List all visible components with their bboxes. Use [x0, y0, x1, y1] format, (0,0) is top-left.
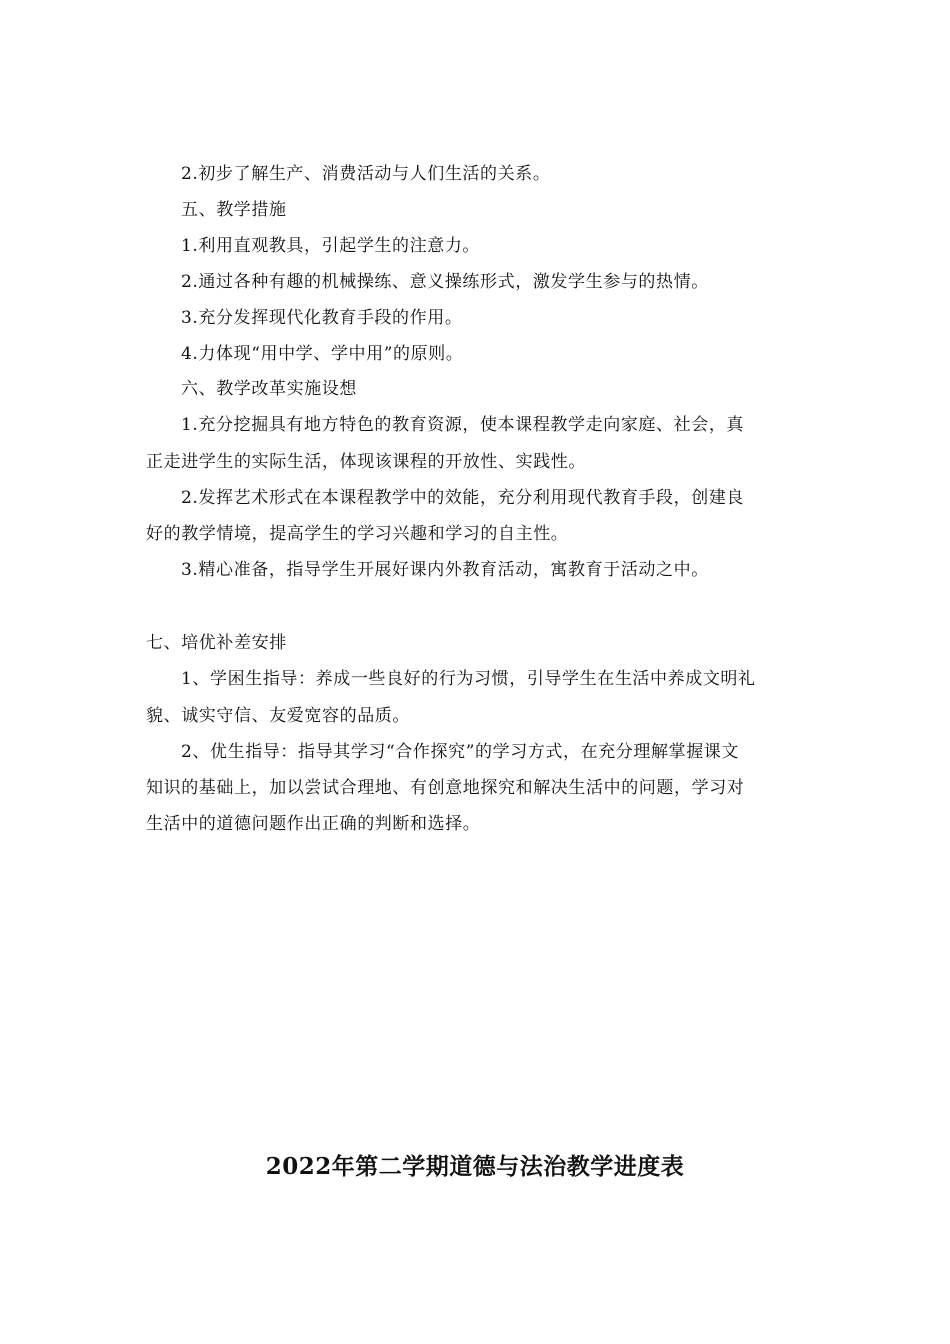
paragraph-line: 貌、诚实守信、友爱宽容的品质。 — [146, 706, 410, 726]
paragraph-line: 正走进学生的实际生活，体现该课程的开放性、实践性。 — [146, 452, 586, 472]
section-heading: 六、教学改革实施设想 — [181, 379, 357, 399]
section-heading: 五、教学措施 — [181, 200, 287, 220]
paragraph-line: 2.发挥艺术形式在本课程教学中的效能，充分利用现代教育手段，创建良 — [181, 488, 745, 508]
paragraph-line: 3.充分发挥现代化教育手段的作用。 — [181, 308, 463, 328]
paragraph-line: 1.利用直观教具，引起学生的注意力。 — [181, 236, 481, 256]
paragraph-line: 2.通过各种有趣的机械操练、意义操练形式，激发学生参与的热情。 — [181, 272, 709, 292]
section-heading: 七、培优补差安排 — [146, 633, 287, 653]
schedule-title: 2022年第二学期道德与法治教学进度表 — [265, 1153, 685, 1180]
paragraph-line: 2、优生指导：指导其学习“合作探究”的学习方式，在充分理解掌握课文 — [181, 742, 739, 762]
paragraph-line: 好的教学情境，提高学生的学习兴趣和学习的自主性。 — [146, 524, 569, 544]
paragraph-line: 生活中的道德问题作出正确的判断和选择。 — [146, 814, 481, 834]
paragraph-line: 1、学困生指导：养成一些良好的行为习惯，引导学生在生活中养成文明礼 — [181, 669, 756, 689]
paragraph-line: 1.充分挖掘具有地方特色的教育资源，使本课程教学走向家庭、社会，真 — [181, 415, 745, 435]
paragraph-line: 4.力体现“用中学、学中用”的原则。 — [181, 344, 464, 364]
paragraph-line: 2.初步了解生产、消费活动与人们生活的关系。 — [181, 164, 551, 184]
paragraph-line: 3.精心准备，指导学生开展好课内外教育活动，寓教育于活动之中。 — [181, 560, 709, 580]
paragraph-line: 知识的基础上，加以尝试合理地、有创意地探究和解决生活中的问题，学习对 — [146, 778, 745, 798]
